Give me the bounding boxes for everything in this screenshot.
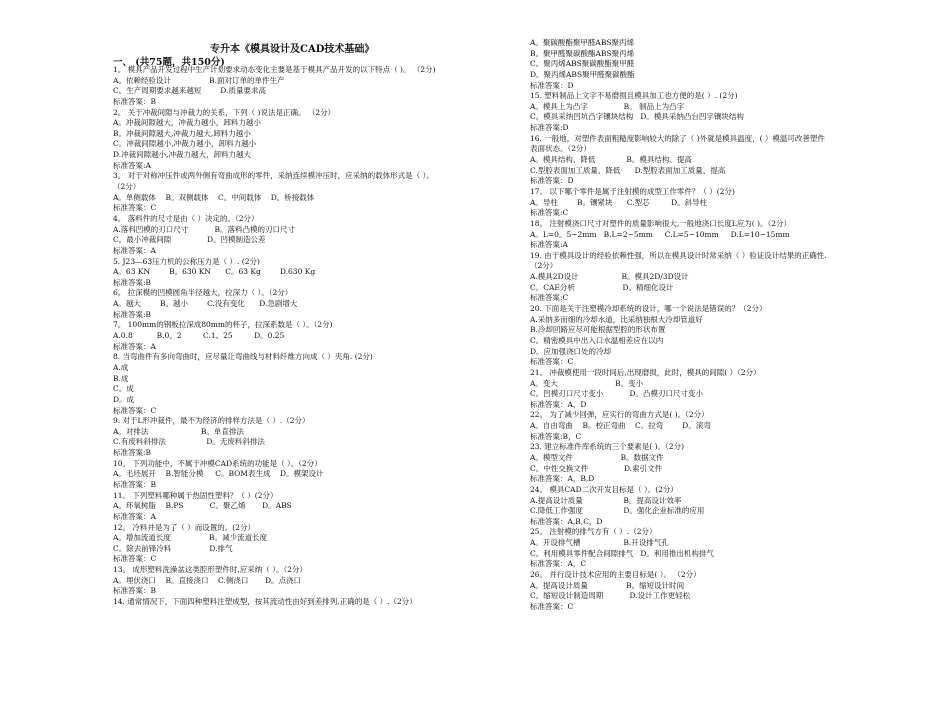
left-column-line: 标准答案：C bbox=[113, 405, 157, 415]
right-column-line: 标准答案：C bbox=[530, 357, 574, 367]
right-column-line: C。聚丙烯ABS聚碳酸酯聚甲醛 bbox=[530, 59, 635, 69]
left-column-line: 6。 拉深模的凹模圆角半径越大，拉深力（ ）。（2分） bbox=[113, 288, 293, 298]
right-column-line: C。中性交换文件 D.索引文件 bbox=[530, 463, 663, 473]
right-column-line: A.采纳多而细的冷却水道，比采纳独根大冷却管道好 bbox=[530, 314, 703, 324]
left-column-line: D.冲裁间隙越小,冲裁力越大，卸料力越大 bbox=[113, 150, 252, 160]
left-column-line: C。最小冲裁间隙 D。凹模制造公差 bbox=[113, 235, 266, 245]
right-column-line: C。利用模具零件配合间隙排气 D。利用推出机构排气 bbox=[530, 548, 714, 558]
left-column-line: 13。 成形塑料洗澡盆这类腔形塑件时,应采纳（ ）。（2分） bbox=[113, 565, 307, 575]
right-column-line: 25。 注射模的排气方有（ ）.（2分） bbox=[530, 527, 657, 537]
right-column-line: 标准答案:D bbox=[530, 123, 569, 133]
right-column-line: A。模型文件 B。数据文件 bbox=[530, 452, 664, 462]
right-column-line: A。变大 B。变小 bbox=[530, 378, 644, 388]
right-column-line: C。模具采纳凹坑凸字镶块结构 D。模具采纳凸台凹字镶块结构 bbox=[530, 112, 744, 122]
left-column-line: 8. 当弯曲件有多向弯曲时，应尽量让弯曲线与材料纤维方向成（ ）夹角. (2分) bbox=[113, 352, 373, 362]
left-column-line: A。依赖经验设计 B.面对订单的单件生产 bbox=[113, 75, 285, 85]
right-column-line: 19. 由于模具设计的经验依赖性强，所以在模具设计时常采纳（ ）验证设计结果的正确性. bbox=[530, 250, 827, 260]
right-column-line: A。自由弯曲 B。校正弯曲 C。拉弯 D。滚弯 bbox=[530, 421, 711, 431]
left-column-line: A。环氧树脂 B.PS C。聚乙烯 D。ABS bbox=[113, 501, 292, 511]
right-column-line: 标准答案：C bbox=[530, 601, 574, 611]
left-column-line: A.0.8 B.0。2 C.1。25 D。0.25 bbox=[113, 331, 285, 341]
right-column-line: A。模具结构、降低 B。模具结构、提高 bbox=[530, 155, 692, 165]
left-column-line: A。单侧载体 B。双侧载体 C。中间载体 D。桥接载体 bbox=[113, 192, 315, 202]
right-column-line: A。模具上为凸字 B。 制品上为凸字 bbox=[530, 101, 685, 111]
left-column-line: A。对排法 B。单直排法 bbox=[113, 426, 244, 436]
left-column-line: C。冲裁间隙越小,冲裁力越小，卸料力越小 bbox=[113, 139, 257, 149]
left-column-line: A。越大 B。越小 C.没有变化 D.急剧增大 bbox=[113, 299, 298, 309]
left-column-line: A.成 bbox=[113, 362, 129, 372]
left-column-line: A。冲裁间隙越大，冲裁力越小，卸料力越小 bbox=[113, 118, 261, 128]
left-column-line: A。63 KN B。630 KN C。63 Kg D.630 Kg bbox=[113, 267, 316, 277]
right-column-line: 标准答案:C bbox=[530, 208, 569, 218]
right-column-line: C。精密模具中出入口水温相差应在以内 bbox=[530, 335, 664, 345]
left-column-line: 标准答案：B bbox=[113, 479, 157, 489]
left-column-line: 1。 模具产品开发过程中生产计划要求动态变化主要是基于模具产品开发的以下特点（ )。 （2分) bbox=[113, 65, 436, 74]
right-column-line: C.降低工作强度 D。强化企业标准的应用 bbox=[530, 506, 705, 516]
right-column-line: C。缩短设计制造周期 D.设计工作更轻松 bbox=[530, 591, 691, 601]
right-column-line: A。导柱 B。镶紧块 C.型芯 D。斜导柱 bbox=[530, 197, 708, 207]
right-column-line: 23. 建立标准件库系统的三个要素是( )。（2分) bbox=[530, 442, 684, 452]
right-column-line: C。CAE分析 D。精细化设计 bbox=[530, 282, 674, 292]
left-column-line: 标准答案:B bbox=[113, 448, 152, 458]
left-column-line: 标准答案:A bbox=[113, 160, 151, 170]
right-column-line: C。凹模刃口尺寸变小 D。凸模刃口尺寸变小 bbox=[530, 389, 703, 399]
right-column-line: 标准答案:A bbox=[530, 240, 568, 250]
right-column-line: 17。 以下哪个零件是属于注射模的成型工作零件？（ ）(2分) bbox=[530, 186, 735, 196]
left-column-line: 标准答案:B bbox=[113, 277, 152, 287]
left-column-line: 标准答案：C bbox=[113, 554, 157, 564]
right-column-line: （2分） bbox=[530, 261, 558, 271]
left-column-line: （2分） bbox=[113, 182, 141, 192]
left-column-line: C。生产周期要求越来越短 D.质量要求高 bbox=[113, 86, 266, 96]
right-column-line: 15. 塑料制品上文字不易磨损且模具加工也方便的是( ）. (2分) bbox=[530, 91, 738, 101]
left-column-line: 标准答案：C bbox=[113, 203, 157, 213]
left-column-line: 标准答案：A bbox=[113, 341, 156, 351]
right-column-line: A。L=0。5~2mm B.L=2~5mm C.L=5~10mm D.L=10~15mm bbox=[530, 229, 790, 239]
right-column-line: 标准答案：D bbox=[530, 176, 574, 186]
left-column-line: 标准答案：B bbox=[113, 96, 157, 106]
left-column-line: 2。 关于冲裁间隙与冲裁力的关系，下列（ )说法是正确。 （2分） bbox=[113, 107, 336, 117]
right-column-line: 标准答案:C bbox=[530, 293, 569, 303]
right-column-line: 标准答案：D bbox=[530, 80, 574, 90]
left-column-line: 5. J23—63压力机的公称压力是（ ）. (2分) bbox=[113, 256, 260, 266]
left-column-line: 10。 下列功能中，不属于冲模CAD系统的功能是（ ）。（2分） bbox=[113, 458, 322, 468]
left-column-line: B.成 bbox=[113, 373, 129, 383]
left-column-line: B。冲裁间隙越大,冲裁力越大,卸料力越小 bbox=[113, 128, 251, 138]
right-column bbox=[530, 38, 860, 613]
right-column-line: A。开设排气槽 B.开设排气孔 bbox=[530, 538, 669, 548]
left-column-line: 4。 落料件的尺寸是由（ ）决定的。（2分） bbox=[113, 213, 259, 223]
right-column-line: 22。 为了减少回弹，应实行的弯曲方式是( )。（2分） bbox=[530, 410, 709, 420]
right-column-line: D。聚丙烯ABS聚甲醛聚碳酸酯 bbox=[530, 69, 635, 79]
right-column-line: A.模具2D设计 B。模具2D/3D设计 bbox=[530, 272, 689, 282]
left-column-line: D。成 bbox=[113, 394, 135, 404]
right-column-line: 标准答案：A，D bbox=[530, 399, 587, 409]
right-column-line: 26。 并行设计技术应用的主要目标是( ）。 （2分） bbox=[530, 570, 701, 580]
right-column-line: D。应加强浇口处的冷却 bbox=[530, 346, 612, 356]
left-column-line: C。成 bbox=[113, 384, 134, 394]
left-column-line: 标准答案：B bbox=[113, 586, 157, 596]
left-column-line: 11。 下列塑料哪种属于热固性塑料？（ ）(2分） bbox=[113, 490, 278, 500]
left-column-line: A。毛坯展开 B.智能分模 C。BOM表生成 D。模架设计 bbox=[113, 469, 324, 479]
left-column-line: C。除去前锋冷料 D.排气 bbox=[113, 543, 233, 553]
left-column-line: 14. 通常情况下，下面四种塑料注塑成型，按其流动性由好到差排列,正确的是（ ）.（2分） bbox=[113, 597, 417, 607]
right-column-line: A.提高设计质量 B。提高设计效率 bbox=[530, 495, 682, 505]
right-column-line: B.冷却回路应尽可能根据型腔的形状布置 bbox=[530, 325, 666, 335]
right-column-line: 21。 冲裁模使用一段时间后,出现磨损，此时，模具的间隙( ）（2分） bbox=[530, 367, 761, 377]
left-column-line: A。埋伏浇口 B。直接浇口 C.侧浇口 D。点浇口 bbox=[113, 575, 302, 585]
left-column-line: 7。 100mm的钢板拉深成80mm的杯子，拉深系数是（ ）。（2分) bbox=[113, 320, 333, 330]
right-column-line: 标准答案:B，C bbox=[530, 431, 582, 441]
left-column-line: 12。 冷料井是为了（ ）而设置的。(2分） bbox=[113, 522, 256, 532]
right-column-line: 18。 注射模浇口尺寸对塑件的质量影响很大,一般地浇口长度L应为( )。（2分） bbox=[530, 218, 792, 228]
left-column-line: 标准答案：A bbox=[113, 511, 156, 521]
left-column-line: A。增加流道长度 B。减少流道长度 bbox=[113, 533, 268, 543]
right-column-line: 表面状态。（2分） bbox=[530, 144, 592, 154]
right-column-line: A。提高设计质量 B。缩短设计时间 bbox=[530, 580, 685, 590]
left-column-line: 9. 对于L形冲裁件，最不为经济的排样方法是（ ）.（2分） bbox=[113, 416, 310, 426]
right-column-line: C.型腔表面加工质量、降低 D.型腔表面加工质量、提高 bbox=[530, 165, 726, 175]
right-column-line: B。聚甲醛聚碳酸酯ABS聚丙烯 bbox=[530, 48, 635, 58]
left-column-line: C.有废料斜排法 D。无废料斜排法 bbox=[113, 437, 265, 447]
left-column-line: A.落料凹模的刃口尺寸 B。落料凸模的刃口尺寸 bbox=[113, 224, 296, 234]
right-column-line: 标准答案：A，B,D bbox=[530, 474, 595, 484]
right-column-line: 标准答案：A,B,C，D bbox=[530, 516, 603, 526]
right-column-line: 20. 下面是关于注塑模冷却系统的设计，哪一个说法是错误的？（2分） bbox=[530, 304, 767, 314]
right-column-line: 24。 模具CAD二次开发目标是（ ）。(2分） bbox=[530, 484, 678, 494]
left-column-line: 3。 对于对称冲压件或两外侧有弯曲成形的零件，采纳连续模冲压时，应采纳的载体形式是（ ）。 bbox=[113, 171, 434, 181]
left-column bbox=[113, 65, 508, 608]
section-heading: 一、 (共75题，共150分) bbox=[113, 57, 225, 68]
document-title: 专升本《模具设计及CAD技术基础》 bbox=[210, 44, 375, 55]
left-column-line: 标准答案：A bbox=[113, 245, 156, 255]
right-column-line: 16. 一般地，对塑件表面粗糙度影响较大的除了（ )外就是模具温度，( ）模温可改善塑件 bbox=[530, 133, 825, 143]
left-column-line: 标准答案:B bbox=[113, 309, 152, 319]
right-column-line: A。聚碳酸酯聚甲醛ABS聚丙烯 bbox=[530, 38, 634, 47]
right-column-line: 标准答案：A，C bbox=[530, 559, 587, 569]
